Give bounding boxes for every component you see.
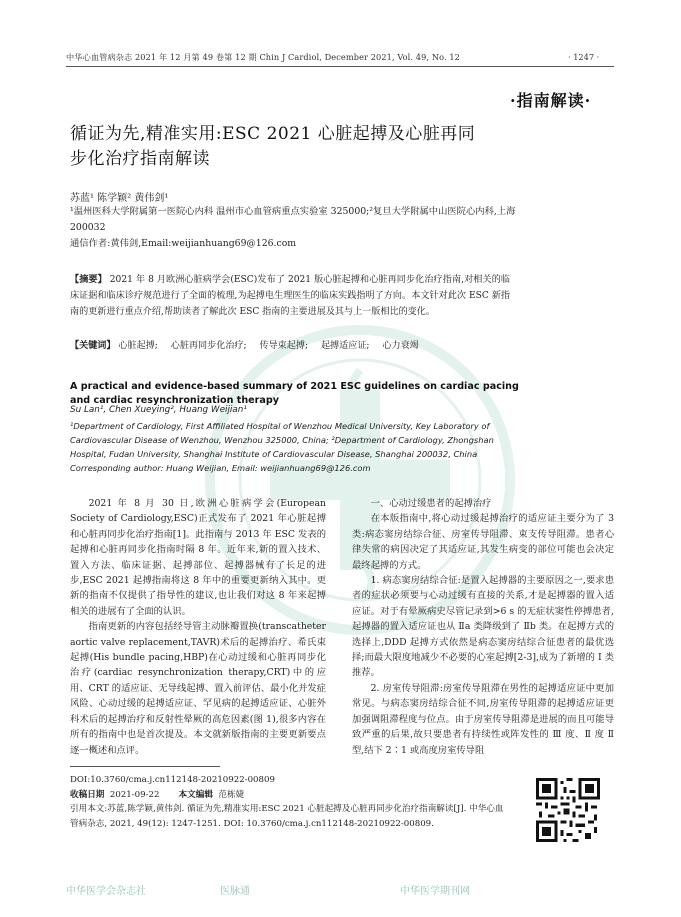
keyword-item: 心脏起搏; bbox=[118, 341, 158, 351]
dates-line bbox=[70, 788, 510, 803]
corresponding-author-cn: 通信作者:黄伟剑,Email:weijianhuang69@126.com bbox=[70, 238, 297, 249]
received-label: 收稿日期 bbox=[70, 789, 105, 800]
abstract-text: 2021 年 8 月欧洲心脏病学会(ESC)发布了 2021 版心脏起搏和心脏再同步化治疗指南,对相关的临床证据和临床诊疗规范进行了全面的梳理,为起搏电生理医生的临床实践指明了方向。本文针对此次 ESC 新指南的更新进行重点介绍,帮助读者了解此次 ESC 指南的主要进展及其与上一版相比的变化。 bbox=[70, 275, 510, 317]
body-paragraph: 2021 年 8 月 30 日,欧洲心脏病学会(European Society of Cardiology,ESC)正式发布了 2021 年心脏起搏和心脏再同步化治疗指南[1]。此指南与 2013 年 ESC 发表的起搏和心脏再同步化指南时隔 8 年。近年来,新的置入技术、置入方法、临床证据、起搏部位、起搏器械有了长足的进步,ESC 2021 起搏指南将这 8 年中的重要更新纳入其中。更新的指南不仅提供了指导性的建议,也让我们对这 8 年来起搏相关的进展有了全面的认识。 bbox=[70, 498, 326, 617]
affiliations-cn bbox=[70, 204, 540, 252]
abstract-cn bbox=[70, 272, 510, 320]
corresponding-author-en: Corresponding author: Huang Weijian, Email: weijianhuang69@126.com bbox=[70, 463, 371, 473]
affiliation-text: ¹温州医科大学附属第一医院心内科 温州市心血管病重点实验室 325000;²复旦大学附属中山医院心内科,上海 200032 bbox=[70, 206, 516, 233]
body-paragraph: 指南更新的内容包括经导管主动脉瓣置换(transcatheter aortic valve replacement,TAVR)术后的起搏治疗、希氏束起搏(His bundle pacing,HBP)在心动过缓和心脏再同步化治疗(cardiac resynchronization therapy,CRT)中的应用、CRT 的适应证、无导线起搏、置入前评估、最小化并发症风险、心动过缓的起搏适应证、罕见病的起搏适应证、心脏外科术后的起搏治疗和反射性晕厥的高危因素(图 1),很多内容在所有的指南中也是首次提及。本文就新版指南的主要更新要点逐一概述和点评。 bbox=[70, 621, 326, 756]
affiliation-en-text: ¹Department of Cardiology, First Affiliated Hospital of Wenzhou Medical University, Key Laboratory of Cardiovascular Disease of Wenzhou, Wenzhou 325000, China; ²Department of Cardiology, Zhongshan Hospital, Fudan University, Shanghai Institute of Cardiovascular Disease, Shanghai 200032, China bbox=[70, 421, 494, 459]
article-footer bbox=[70, 773, 510, 831]
keyword-item: 心脏再同步化治疗; bbox=[170, 341, 247, 351]
journal-network-logo: 中华医学期刊网 bbox=[400, 886, 470, 897]
abstract-label: 【摘要】 bbox=[70, 274, 107, 285]
doi: DOI:10.3760/cma.j.cn112148-20210922-00809 bbox=[70, 775, 275, 785]
body-paragraph: 2. 房室传导阻滞:房室传导阻滞在男性的起搏适应证中更加常见。与病态窦房结综合征不同,房室传导阻滞的起搏适应证更加强调阻滞程度与位点。由于房室传导阻滞是进展的而且可能导致严重的后果,故只要患者有持续性或阵发性的 Ⅲ 度、Ⅱ 度 Ⅱ 型,结下 2∶1 或高度房室传导阻 bbox=[352, 682, 614, 756]
article-title-en: A practical and evidence-based summary of 2021 ESC guidelines on cardiac pacing and cardiac resynchronization therapy bbox=[70, 381, 519, 406]
article-title-cn: 循证为先,精准实用:ESC 2021 心脏起搏及心脏再同步化治疗指南解读 bbox=[70, 124, 476, 169]
body-column-left bbox=[70, 496, 326, 758]
authors-en: Su Lan¹, Chen Xueying², Huang Weijian¹ bbox=[70, 405, 247, 415]
editor-label: 本文编辑 bbox=[178, 789, 213, 800]
body-column-right bbox=[352, 496, 614, 756]
keywords-label: 【关键词】 bbox=[70, 340, 116, 351]
received-date: 2021-09-22 bbox=[109, 789, 160, 800]
citation: 引用本文:苏蓝,陈学颖,黄伟剑. 循证为先,精准实用:ESC 2021 心脏起搏及心脏再同步化治疗指南解读[J]. 中华心血管病杂志, 2021, 49(12): 1247-1251. DOI: 10.3760/cma.j.cn112148-20210922-00809. bbox=[70, 804, 504, 829]
section-label: ·指南解读· bbox=[510, 91, 592, 110]
publisher-logo: 中华医学会杂志社 bbox=[66, 886, 146, 897]
section-heading: 一、心动过缓患者的起搏治疗 bbox=[370, 498, 492, 509]
body-paragraph: 1. 病态窦房结综合征:是置入起搏器的主要原因之一,要求患者的症状必须要与心动过缓有直接的关系,才是起搏器的置入适应证。对于有晕厥病史尽管记录到>6 s 的无症状窦性停搏患者,起搏器的置入适应证也从 Ⅱa 类降级到了 Ⅱb 类。在起搏方式的选择上,DDD 起搏方式依然是病态窦房结综合征患者的最优选择;而最大限度地减少不必要的心室起搏[2-3],成为了新增的 Ⅰ 类推荐。 bbox=[352, 575, 614, 679]
keywords-cn bbox=[70, 338, 530, 351]
keyword-item: 传导束起搏; bbox=[259, 341, 309, 351]
journal-header: 中华心血管病杂志 2021 年 12 月第 49 卷第 12 期 Chin J Cardiol, December 2021, Vol. 49, No. 12 bbox=[66, 52, 460, 62]
affiliations-en bbox=[70, 419, 530, 475]
keyword-item: 起搏适应证; bbox=[320, 341, 370, 351]
editor-name: 范栋婕 bbox=[218, 789, 245, 800]
page-number: · 1247 · bbox=[568, 52, 600, 62]
header-rule bbox=[66, 66, 614, 67]
medlive-logo: 医脉通 bbox=[220, 886, 250, 897]
qr-code-icon[interactable] bbox=[536, 778, 600, 842]
keyword-item: 心力衰竭 bbox=[382, 341, 419, 351]
footnote-rule bbox=[70, 766, 220, 767]
body-paragraph: 在本版指南中,将心动过缓起搏治疗的适应证主要分为了 3 类:病态窦房结综合征、房室传导阻滞、束支传导阻滞。患者心律失常的病因决定了其适应证,其发生病变的部位可能也会决定最终起搏的方式。 bbox=[352, 513, 614, 571]
authors-cn: 苏蓝¹ 陈学颖² 黄伟剑¹ bbox=[70, 193, 169, 204]
